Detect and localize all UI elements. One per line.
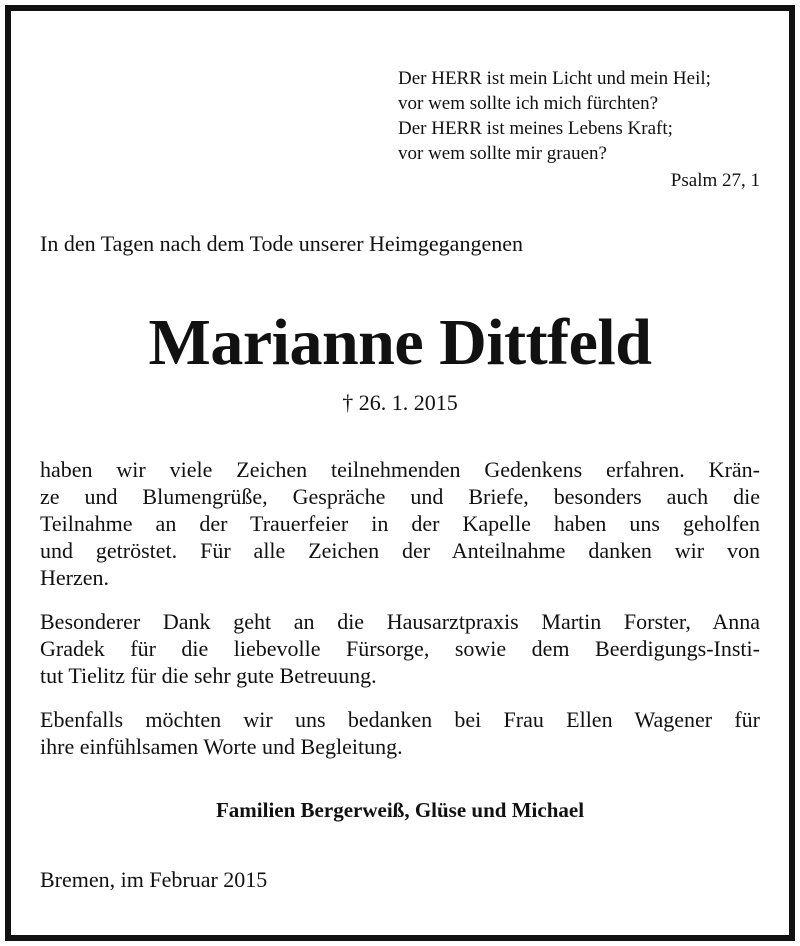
thanks-paragraph-1 [40, 456, 760, 591]
paragraph-line: Gradek für die liebevolle Fürsorge, sowie dem Beerdigungs-Insti- [40, 636, 760, 661]
family-signature: Familien Bergerweiß, Glüse und Michael [215, 798, 585, 822]
verse-line: Der HERR ist mein Licht und mein Heil; [398, 68, 711, 89]
paragraph-line: Herzen. [40, 565, 110, 590]
verse-line: Der HERR ist meines Lebens Kraft; [398, 118, 673, 139]
verse-line: vor wem sollte ich mich fürchten? [398, 93, 659, 114]
paragraph-line: ihre einfühlsamen Worte und Begleitung. [40, 734, 403, 759]
death-date: † 26. 1. 2015 [342, 390, 458, 415]
paragraph-line: haben wir viele Zeichen teilnehmenden Gedenkens erfahren. Krän- [40, 457, 760, 482]
paragraph-line: ze und Blumengrüße, Gespräche und Briefe, besonders auch die [40, 484, 760, 509]
paragraph-line: tut Tielitz für die sehr gute Betreuung. [40, 663, 377, 688]
verse-reference: Psalm 27, 1 [670, 170, 760, 191]
intro-text: In den Tagen nach dem Tode unserer Heimgegangenen [40, 231, 523, 256]
thanks-paragraph-2 [40, 608, 760, 689]
bible-verse [398, 66, 711, 166]
thanks-paragraph-3 [40, 706, 760, 760]
paragraph-line: und getröstet. Für alle Zeichen der Anteilnahme danken wir von [40, 538, 760, 563]
deceased-name: Marianne Dittfeld [148, 306, 652, 379]
place-date: Bremen, im Februar 2015 [40, 867, 268, 892]
paragraph-line: Besonderer Dank geht an die Hausarztpraxis Martin Forster, Anna [40, 609, 760, 634]
paragraph-line: Teilnahme an der Trauerfeier in der Kapelle haben uns geholfen [40, 511, 760, 536]
paragraph-line: Ebenfalls möchten wir uns bedanken bei Frau Ellen Wagener für [40, 707, 760, 732]
verse-line: vor wem sollte mir grauen? [398, 143, 607, 164]
